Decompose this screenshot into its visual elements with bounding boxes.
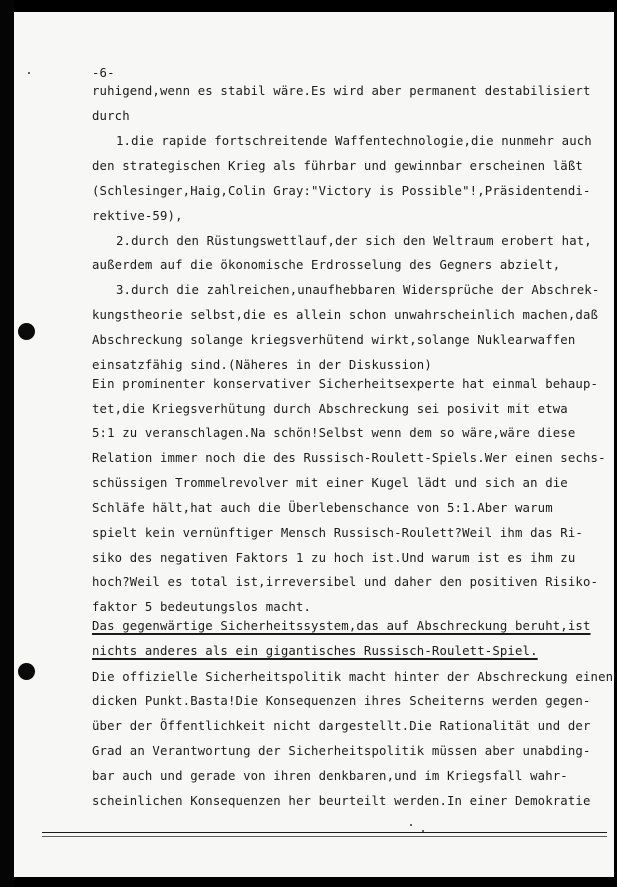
- text-line: (Schlesinger,Haig,Colin Gray:"Victory is Possible"!,Präsidentendi-: [92, 184, 591, 198]
- text-line: 5:1 zu veranschlagen.Na schön!Selbst wenn dem so wäre,wäre diese: [92, 426, 576, 440]
- document-page: [14, 12, 614, 877]
- bottom-rule: [42, 832, 607, 833]
- text-line: Abschreckung solange kriegsverhütend wirkt,solange Nuklearwaffen: [92, 333, 576, 347]
- text-line: außerdem auf die ökonomische Erdrosselung des Gegners abzielt,: [92, 258, 561, 272]
- text-line: faktor 5 bedeutungslos macht.: [92, 600, 312, 614]
- text-line: tet,die Kriegsverhütung durch Abschreckung sei posivit mit etwa: [92, 402, 568, 416]
- scan-speck: [28, 72, 30, 74]
- text-line: dicken Punkt.Basta!Die Konsequenzen ihres Scheiterns werden gegen-: [92, 694, 591, 708]
- text-line: Ein prominenter konservativer Sicherheitsexperte hat einmal behaup-: [92, 377, 599, 391]
- text-line: hoch?Weil es total ist,irreversibel und daher den positiven Risiko-: [92, 575, 599, 589]
- text-line: Grad an Verantwortung der Sicherheitspolitik müssen aber unabding-: [92, 744, 591, 758]
- text-line: rektive-59),: [92, 209, 183, 223]
- text-line: 1.die rapide fortschreitende Waffentechnologie,die nunmehr auch: [116, 134, 592, 148]
- text-line: scheinlichen Konsequenzen her beurteilt werden.In einer Demokratie: [92, 794, 591, 808]
- text-line: Die offizielle Sicherheitspolitik macht hinter der Abschreckung einen: [92, 670, 614, 684]
- text-line: Relation immer noch die des Russisch-Roulett-Spiels.Wer einen sechs-: [92, 451, 606, 465]
- text-line: kungstheorie selbst,die es allein schon unwahrscheinlich machen,daß: [92, 308, 599, 322]
- bottom-rule: [42, 836, 607, 837]
- text-line: 3.durch die zahlreichen,unaufhebbaren Widersprüche der Abschrek-: [116, 283, 600, 297]
- punch-hole: [18, 323, 35, 340]
- text-line: einsatzfähig sind.(Näheres in der Diskussion): [92, 358, 432, 372]
- page-number: -6-: [92, 66, 115, 80]
- emphasized-line: nichts anderes als ein gigantisches Russisch-Roulett-Spiel.: [92, 644, 538, 658]
- text-line: über der Öffentlichkeit nicht dargestellt.Die Rationalität und der: [92, 719, 591, 733]
- emphasized-line: Das gegenwärtige Sicherheitssystem,das auf Abschreckung beruht,ist: [92, 619, 591, 633]
- text-line: siko des negativen Faktors 1 zu hoch ist.Und warum ist es ihm zu: [92, 551, 576, 565]
- text-line: den strategischen Krieg als führbar und gewinnbar erscheinen läßt: [92, 159, 583, 173]
- scan-border-left: [0, 0, 14, 887]
- punch-hole: [18, 663, 35, 680]
- text-line: spielt kein vernünftiger Mensch Russisch-Roulett?Weil ihm das Ri-: [92, 526, 583, 540]
- scan-speck: [410, 824, 412, 826]
- text-line: bar auch und gerade von ihren denkbaren,und im Kriegsfall wahr-: [92, 769, 568, 783]
- text-line: 2.durch den Rüstungswettlauf,der sich den Weltraum erobert hat,: [116, 234, 592, 248]
- text-line: ruhigend,wenn es stabil wäre.Es wird aber permanent destabilisiert: [92, 84, 591, 98]
- text-line: Schläfe hält,hat auch die Überlebenschance von 5:1.Aber warum: [92, 501, 553, 515]
- text-line: schüssigen Trommelrevolver mit einer Kugel lädt und sich an die: [92, 476, 568, 490]
- text-line: durch: [92, 109, 130, 123]
